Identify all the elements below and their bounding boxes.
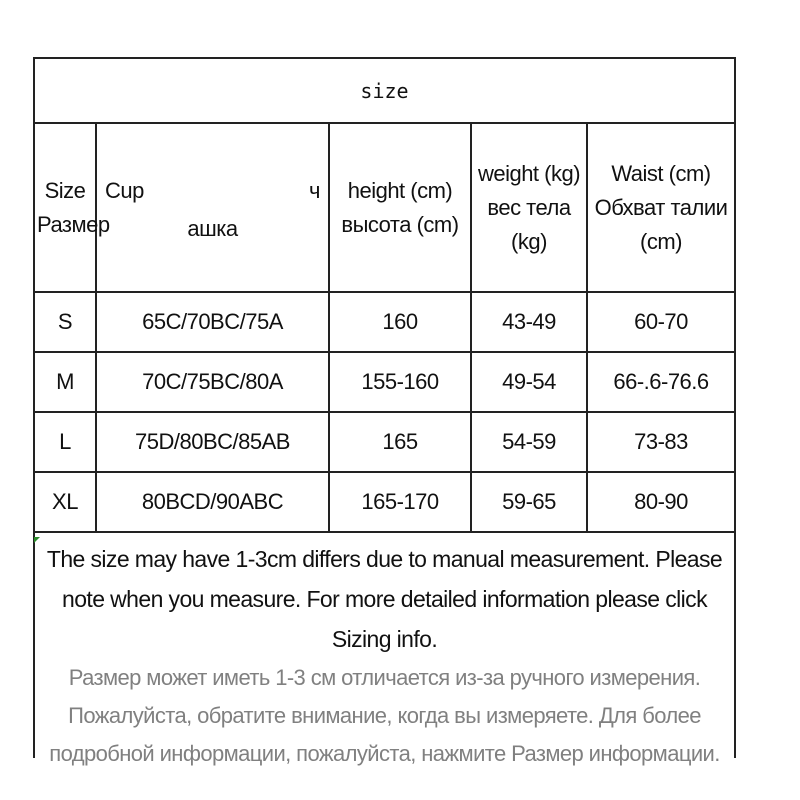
cell-weight: 49-54 — [471, 352, 587, 412]
cell-waist: 73-83 — [587, 412, 734, 472]
cell-cup: 70C/75BC/80A — [96, 352, 329, 412]
cell-waist: 60-70 — [587, 292, 734, 352]
table-row — [35, 472, 734, 532]
header-height: height (cm) высота (cm) — [329, 124, 471, 292]
note-english: The size may have 1-3cm differs due to manual measurement. Please note when you measure. For more detailed information please click Sizing info. — [46, 546, 723, 652]
note-russian: Размер может иметь 1-3 см отличается из-за ручного измерения. Пожалуйста, обратите внимание, когда вы измеряете. Для более подробной информации, пожалуйста, нажмите Размер информации. — [49, 665, 720, 766]
cell-cup: 80BCD/90ABC — [96, 472, 329, 532]
cell-size: L — [35, 412, 96, 472]
table-row — [35, 292, 734, 352]
cell-weight: 59-65 — [471, 472, 587, 532]
chart-title: size — [35, 59, 734, 124]
header-cup-ru-start: ч — [309, 178, 320, 203]
corner-marker — [34, 537, 40, 543]
table-row — [35, 412, 734, 472]
cell-height: 165-170 — [329, 472, 471, 532]
cell-cup: 65C/70BC/75A — [96, 292, 329, 352]
cell-waist: 66-.6-76.6 — [587, 352, 734, 412]
cell-height: 160 — [329, 292, 471, 352]
header-waist: Waist (cm) Обхват талии (cm) — [587, 124, 734, 292]
header-size: Size Размер — [35, 124, 96, 292]
header-cup — [96, 124, 329, 292]
header-row — [35, 124, 734, 292]
cell-weight: 54-59 — [471, 412, 587, 472]
cell-height: 165 — [329, 412, 471, 472]
cell-height: 155-160 — [329, 352, 471, 412]
table-row — [35, 352, 734, 412]
cell-cup: 75D/80BC/85AB — [96, 412, 329, 472]
cell-size: XL — [35, 472, 96, 532]
header-cup-label: Cup — [105, 178, 144, 203]
cell-weight: 43-49 — [471, 292, 587, 352]
cell-size: S — [35, 292, 96, 352]
size-table — [35, 124, 734, 533]
header-cup-ru-end: ашка — [187, 216, 238, 241]
header-weight: weight (kg) вес тела (kg) — [471, 124, 587, 292]
cell-waist: 80-90 — [587, 472, 734, 532]
size-notes — [35, 533, 734, 773]
cell-size: M — [35, 352, 96, 412]
size-chart — [33, 57, 736, 766]
